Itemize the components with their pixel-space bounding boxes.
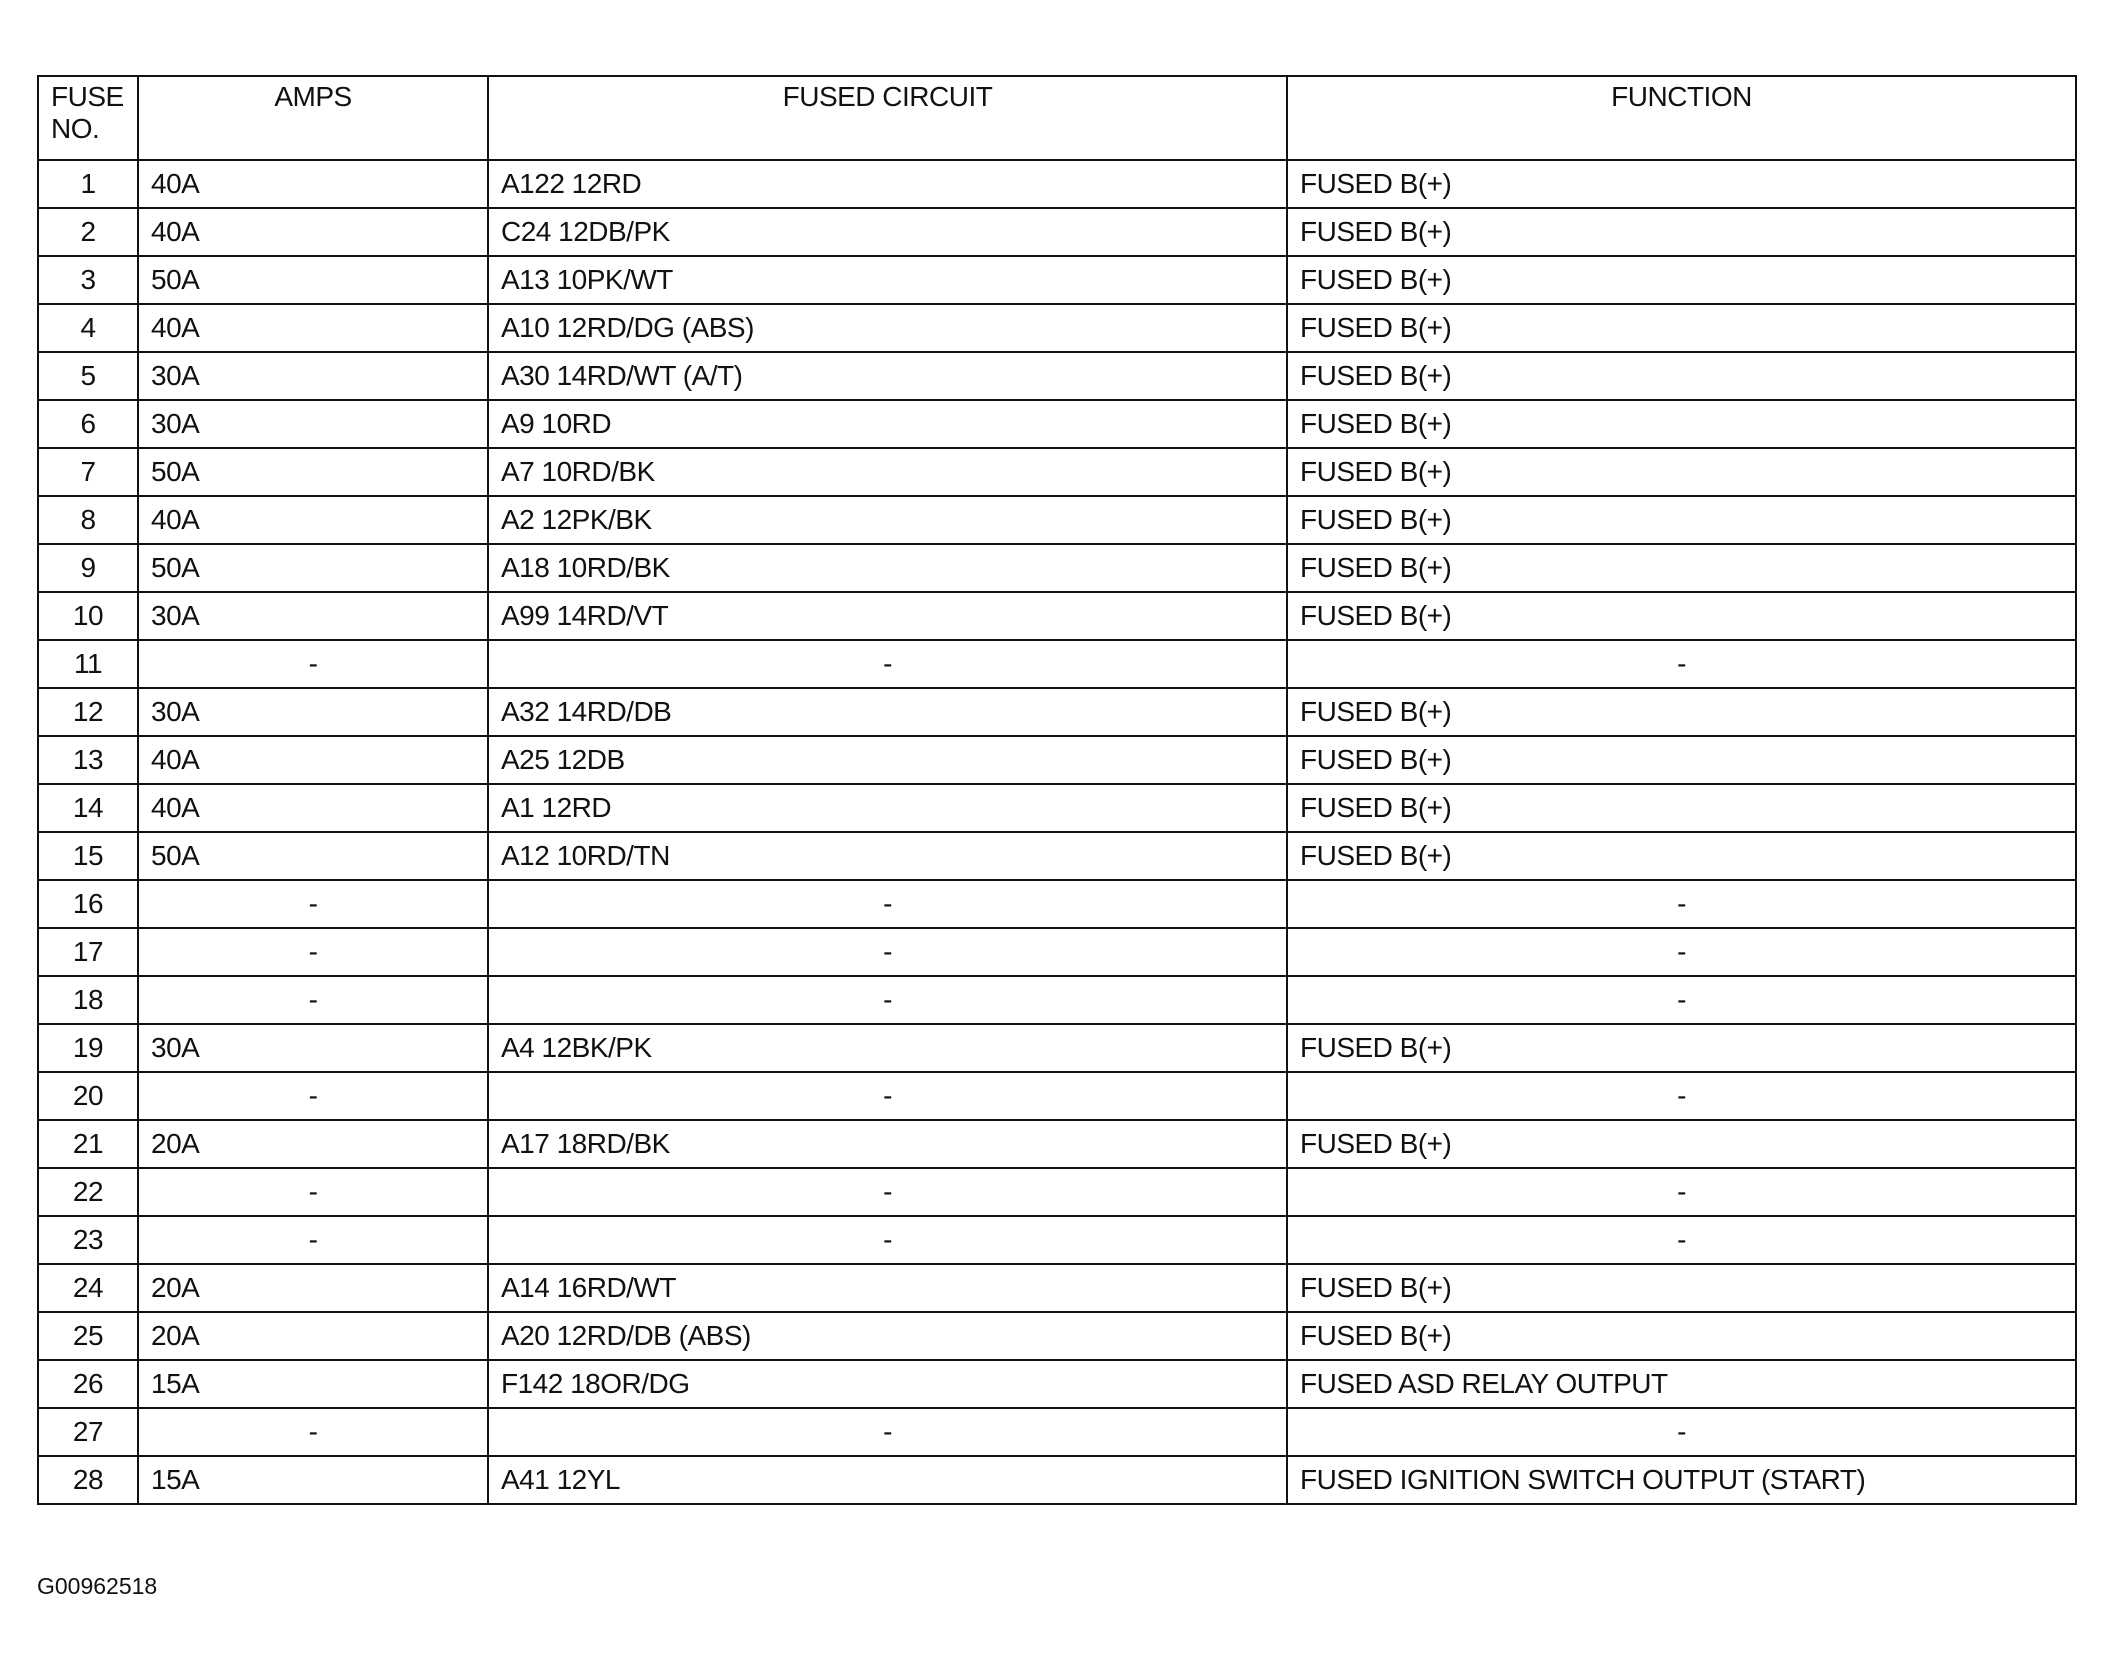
amps-cell: -: [138, 1216, 488, 1264]
table-row: [38, 784, 2076, 832]
table-row: [38, 1456, 2076, 1504]
fused-circuit-cell: -: [488, 640, 1287, 688]
fuse-table: [37, 75, 2077, 1505]
amps-cell: 30A: [138, 592, 488, 640]
function-cell: FUSED B(+): [1287, 160, 2076, 208]
function-cell: FUSED B(+): [1287, 1024, 2076, 1072]
table-row: [38, 496, 2076, 544]
table-row: [38, 1024, 2076, 1072]
table-row: [38, 1360, 2076, 1408]
fused-circuit-cell: F142 18OR/DG: [488, 1360, 1287, 1408]
table-row: [38, 1168, 2076, 1216]
fuse-no-cell: 14: [38, 784, 138, 832]
function-cell: FUSED B(+): [1287, 592, 2076, 640]
header-row: [38, 76, 2076, 160]
amps-cell: -: [138, 1168, 488, 1216]
function-cell: FUSED IGNITION SWITCH OUTPUT (START): [1287, 1456, 2076, 1504]
amps-cell: -: [138, 976, 488, 1024]
table-row: [38, 400, 2076, 448]
header-fuse-no-line2: NO.: [51, 113, 100, 144]
fuse-no-cell: 25: [38, 1312, 138, 1360]
amps-cell: 50A: [138, 256, 488, 304]
fused-circuit-cell: A30 14RD/WT (A/T): [488, 352, 1287, 400]
fused-circuit-cell: A1 12RD: [488, 784, 1287, 832]
fused-circuit-cell: A99 14RD/VT: [488, 592, 1287, 640]
amps-cell: -: [138, 1408, 488, 1456]
fuse-no-cell: 5: [38, 352, 138, 400]
fuse-no-cell: 16: [38, 880, 138, 928]
function-cell: -: [1287, 976, 2076, 1024]
amps-cell: 20A: [138, 1264, 488, 1312]
fuse-no-cell: 26: [38, 1360, 138, 1408]
fused-circuit-cell: A20 12RD/DB (ABS): [488, 1312, 1287, 1360]
table-row: [38, 352, 2076, 400]
header-amps: AMPS: [138, 76, 488, 160]
amps-cell: 30A: [138, 688, 488, 736]
fuse-no-cell: 15: [38, 832, 138, 880]
table-row: [38, 1072, 2076, 1120]
fuse-no-cell: 8: [38, 496, 138, 544]
function-cell: FUSED B(+): [1287, 448, 2076, 496]
table-row: [38, 592, 2076, 640]
table-row: [38, 1120, 2076, 1168]
function-cell: FUSED B(+): [1287, 256, 2076, 304]
fuse-no-cell: 18: [38, 976, 138, 1024]
function-cell: FUSED B(+): [1287, 544, 2076, 592]
function-cell: -: [1287, 640, 2076, 688]
function-cell: FUSED B(+): [1287, 1312, 2076, 1360]
function-cell: FUSED B(+): [1287, 1120, 2076, 1168]
function-cell: FUSED B(+): [1287, 688, 2076, 736]
function-cell: FUSED B(+): [1287, 208, 2076, 256]
fuse-no-cell: 20: [38, 1072, 138, 1120]
table-row: [38, 304, 2076, 352]
table-row: [38, 544, 2076, 592]
fuse-no-cell: 28: [38, 1456, 138, 1504]
function-cell: FUSED ASD RELAY OUTPUT: [1287, 1360, 2076, 1408]
fused-circuit-cell: A17 18RD/BK: [488, 1120, 1287, 1168]
fused-circuit-cell: A18 10RD/BK: [488, 544, 1287, 592]
table-row: [38, 928, 2076, 976]
amps-cell: 20A: [138, 1120, 488, 1168]
fused-circuit-cell: -: [488, 1168, 1287, 1216]
amps-cell: 15A: [138, 1360, 488, 1408]
table-row: [38, 688, 2076, 736]
function-cell: FUSED B(+): [1287, 784, 2076, 832]
function-cell: -: [1287, 1408, 2076, 1456]
function-cell: FUSED B(+): [1287, 736, 2076, 784]
function-cell: -: [1287, 1168, 2076, 1216]
fused-circuit-cell: A10 12RD/DG (ABS): [488, 304, 1287, 352]
fused-circuit-cell: A14 16RD/WT: [488, 1264, 1287, 1312]
fuse-no-cell: 22: [38, 1168, 138, 1216]
amps-cell: -: [138, 880, 488, 928]
table-row: [38, 208, 2076, 256]
fuse-no-cell: 2: [38, 208, 138, 256]
function-cell: FUSED B(+): [1287, 496, 2076, 544]
fused-circuit-cell: A7 10RD/BK: [488, 448, 1287, 496]
fused-circuit-cell: A32 14RD/DB: [488, 688, 1287, 736]
function-cell: -: [1287, 880, 2076, 928]
figure-id: G00962518: [37, 1573, 158, 1599]
fused-circuit-cell: A13 10PK/WT: [488, 256, 1287, 304]
fuse-no-cell: 6: [38, 400, 138, 448]
amps-cell: 40A: [138, 208, 488, 256]
header-fuse-no-line1: FUSE: [51, 81, 124, 112]
header-fuse-no: [38, 76, 138, 160]
fuse-no-cell: 17: [38, 928, 138, 976]
amps-cell: 50A: [138, 544, 488, 592]
fuse-no-cell: 10: [38, 592, 138, 640]
fused-circuit-cell: -: [488, 976, 1287, 1024]
fused-circuit-cell: -: [488, 1216, 1287, 1264]
amps-cell: 15A: [138, 1456, 488, 1504]
fuse-no-cell: 21: [38, 1120, 138, 1168]
fused-circuit-cell: C24 12DB/PK: [488, 208, 1287, 256]
table-row: [38, 160, 2076, 208]
fuse-no-cell: 19: [38, 1024, 138, 1072]
table-row: [38, 1216, 2076, 1264]
amps-cell: 30A: [138, 352, 488, 400]
fused-circuit-cell: A41 12YL: [488, 1456, 1287, 1504]
fused-circuit-cell: A2 12PK/BK: [488, 496, 1287, 544]
table-row: [38, 1264, 2076, 1312]
amps-cell: 40A: [138, 784, 488, 832]
table-row: [38, 1312, 2076, 1360]
fused-circuit-cell: A4 12BK/PK: [488, 1024, 1287, 1072]
amps-cell: 40A: [138, 736, 488, 784]
table-row: [38, 256, 2076, 304]
amps-cell: 20A: [138, 1312, 488, 1360]
amps-cell: 40A: [138, 304, 488, 352]
fuse-no-cell: 4: [38, 304, 138, 352]
fuse-no-cell: 24: [38, 1264, 138, 1312]
fuse-no-cell: 3: [38, 256, 138, 304]
fused-circuit-cell: A25 12DB: [488, 736, 1287, 784]
table-row: [38, 640, 2076, 688]
amps-cell: 40A: [138, 160, 488, 208]
amps-cell: 30A: [138, 1024, 488, 1072]
table-header: [38, 76, 2076, 160]
fused-circuit-cell: -: [488, 880, 1287, 928]
fused-circuit-cell: -: [488, 1072, 1287, 1120]
fuse-no-cell: 23: [38, 1216, 138, 1264]
table-row: [38, 976, 2076, 1024]
function-cell: -: [1287, 1216, 2076, 1264]
table-row: [38, 880, 2076, 928]
amps-cell: 40A: [138, 496, 488, 544]
function-cell: FUSED B(+): [1287, 832, 2076, 880]
amps-cell: -: [138, 928, 488, 976]
fused-circuit-cell: A12 10RD/TN: [488, 832, 1287, 880]
fused-circuit-cell: A9 10RD: [488, 400, 1287, 448]
function-cell: -: [1287, 1072, 2076, 1120]
fuse-no-cell: 7: [38, 448, 138, 496]
table-body: [38, 160, 2076, 1504]
fuse-no-cell: 27: [38, 1408, 138, 1456]
fuse-no-cell: 1: [38, 160, 138, 208]
function-cell: FUSED B(+): [1287, 1264, 2076, 1312]
table-row: [38, 736, 2076, 784]
amps-cell: 30A: [138, 400, 488, 448]
table-row: [38, 448, 2076, 496]
table-row: [38, 1408, 2076, 1456]
function-cell: FUSED B(+): [1287, 352, 2076, 400]
fuse-no-cell: 13: [38, 736, 138, 784]
fuse-no-cell: 12: [38, 688, 138, 736]
fused-circuit-cell: -: [488, 928, 1287, 976]
function-cell: FUSED B(+): [1287, 400, 2076, 448]
table-row: [38, 832, 2076, 880]
header-function: FUNCTION: [1287, 76, 2076, 160]
amps-cell: -: [138, 1072, 488, 1120]
fused-circuit-cell: A122 12RD: [488, 160, 1287, 208]
function-cell: -: [1287, 928, 2076, 976]
amps-cell: -: [138, 640, 488, 688]
amps-cell: 50A: [138, 448, 488, 496]
amps-cell: 50A: [138, 832, 488, 880]
function-cell: FUSED B(+): [1287, 304, 2076, 352]
fuse-no-cell: 11: [38, 640, 138, 688]
fused-circuit-cell: -: [488, 1408, 1287, 1456]
header-fused-circuit: FUSED CIRCUIT: [488, 76, 1287, 160]
fuse-no-cell: 9: [38, 544, 138, 592]
